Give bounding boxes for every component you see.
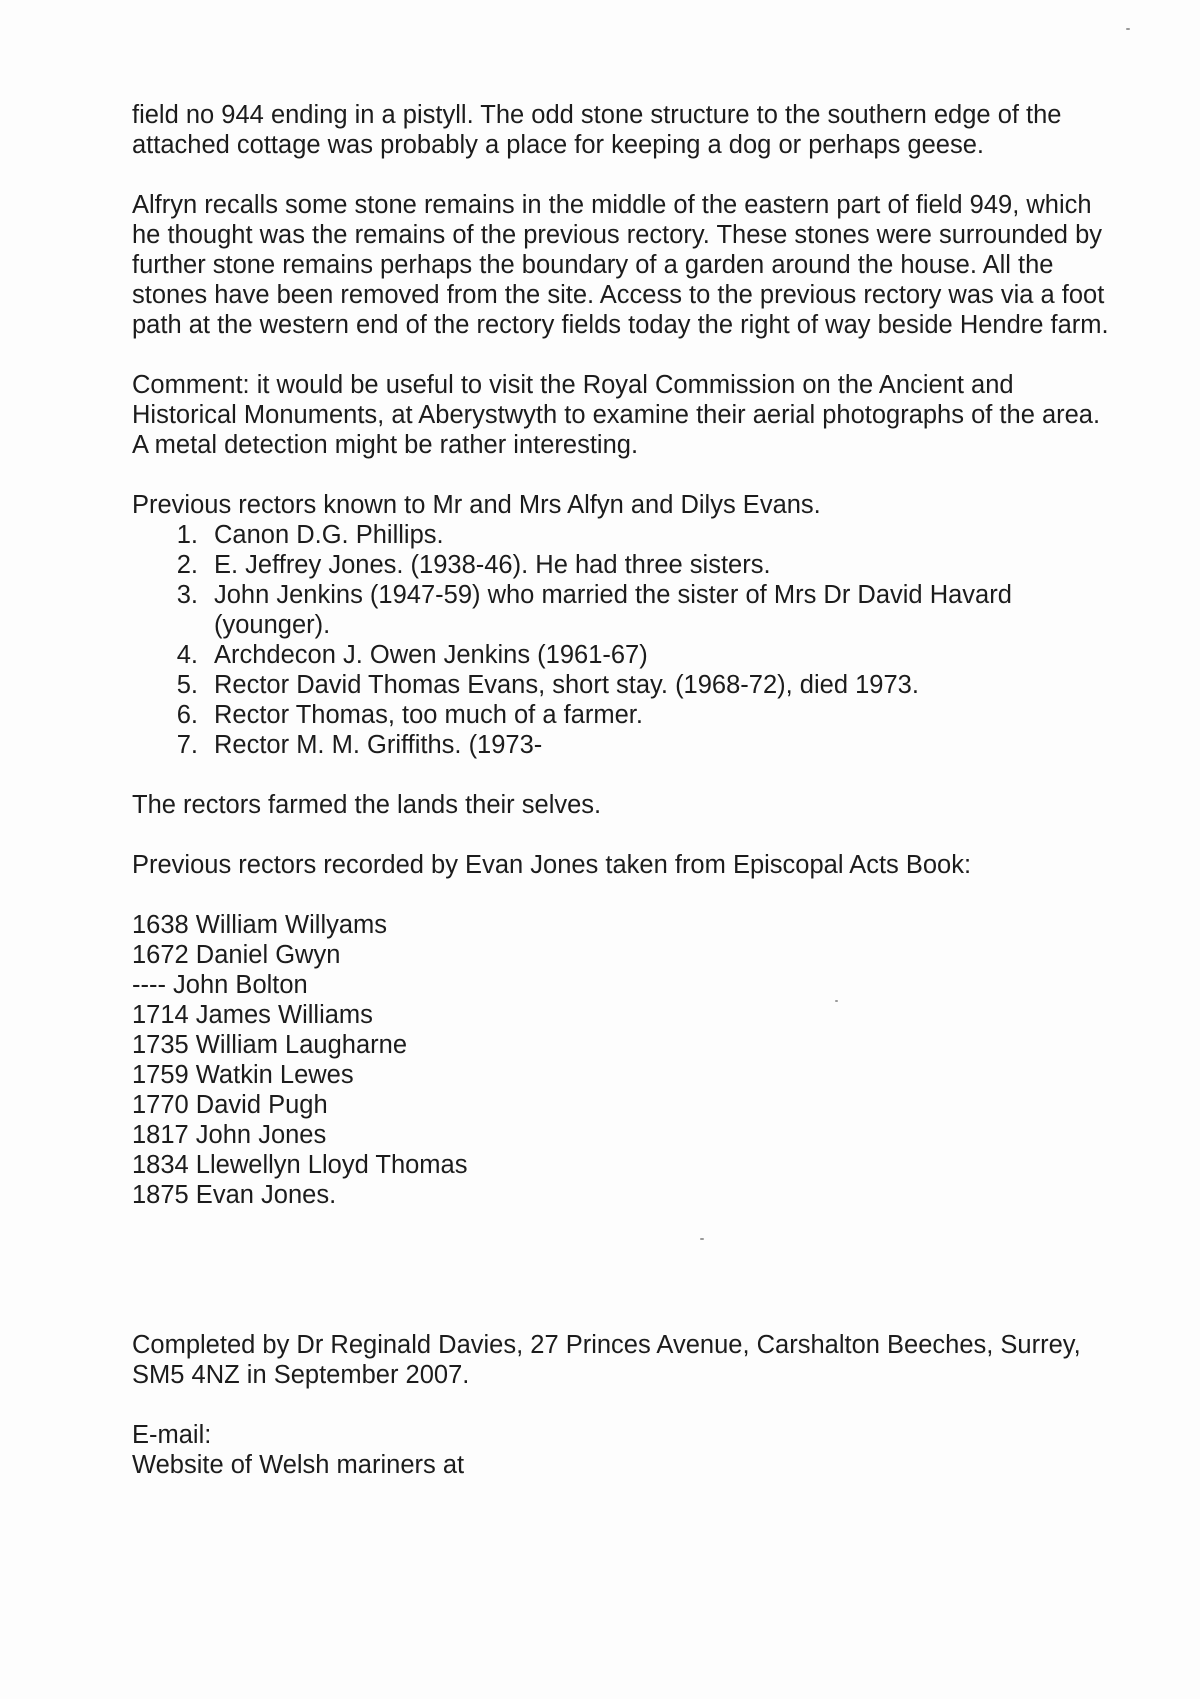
- list-item: [132, 580, 1122, 640]
- list-item: 1735 William Laugharne: [132, 1031, 407, 1059]
- farmed-note: The rectors farmed the lands their selves.: [132, 791, 602, 819]
- list-item: 1672 Daniel Gwyn: [132, 941, 341, 969]
- list-item-text: Rector Thomas, too much of a farmer.: [214, 701, 643, 729]
- recorded-rectors-list: [132, 910, 1122, 1210]
- list-item: [132, 700, 1122, 730]
- list-item-number: 3.: [176, 581, 198, 609]
- list-item-number: 2.: [176, 551, 198, 579]
- list-item-text: Rector M. M. Griffiths. (1973-: [214, 731, 543, 759]
- scan-speck: [1126, 28, 1130, 30]
- list-item-number: 4.: [176, 641, 198, 669]
- website-label: Website of Welsh mariners at: [132, 1451, 465, 1479]
- known-rectors-heading: Previous rectors known to Mr and Mrs Alfyn and Dilys Evans.: [132, 491, 821, 519]
- list-item: [132, 550, 1122, 580]
- spacer: [132, 1390, 1122, 1420]
- list-item: 1834 Llewellyn Lloyd Thomas: [132, 1151, 468, 1179]
- completed-by: Completed by Dr Reginald Davies, 27 Princes Avenue, Carshalton Beeches, Surrey, SM5 4NZ in September 2007.: [132, 1331, 1081, 1389]
- list-item: ---- John Bolton: [132, 971, 308, 999]
- list-item-number: 5.: [176, 671, 198, 699]
- list-item: 1638 William Willyams: [132, 911, 388, 939]
- spacer: [132, 760, 1122, 790]
- spacer: [132, 160, 1122, 190]
- list-item-text: Canon D.G. Phillips.: [214, 521, 444, 549]
- email-label: E-mail:: [132, 1421, 212, 1449]
- list-item-number: 1.: [176, 521, 198, 549]
- paragraph-field-944: field no 944 ending in a pistyll. The odd stone structure to the southern edge of the attached cottage was probably a place for keeping a dog or perhaps geese.: [132, 101, 1062, 159]
- paragraph-comment: Comment: it would be useful to visit the Royal Commission on the Ancient and Historical Monuments, at Aberystwyth to examine their aerial photographs of the area.: [132, 371, 1101, 429]
- recorded-rectors-heading: Previous rectors recorded by Evan Jones taken from Episcopal Acts Book:: [132, 851, 972, 879]
- spacer: [132, 1300, 1122, 1330]
- spacer: [132, 1210, 1122, 1240]
- list-item: [132, 520, 1122, 550]
- list-item-number: 7.: [176, 731, 198, 759]
- list-item: [132, 670, 1122, 700]
- list-item-text: Rector David Thomas Evans, short stay. (1968-72), died 1973.: [214, 671, 919, 699]
- list-item: [132, 730, 1122, 760]
- list-item-text: Archdecon J. Owen Jenkins (1961-67): [214, 641, 648, 669]
- spacer: [132, 340, 1122, 370]
- list-item: 1817 John Jones: [132, 1121, 327, 1149]
- spacer: [132, 1240, 1122, 1270]
- list-item: 1875 Evan Jones.: [132, 1181, 337, 1209]
- spacer: [132, 460, 1122, 490]
- list-item: [132, 640, 1122, 670]
- known-rectors-list: [132, 520, 1122, 760]
- paragraph-metal-detection: A metal detection might be rather interesting.: [132, 431, 639, 459]
- document-body: [132, 100, 1122, 1480]
- list-item: 1770 David Pugh: [132, 1091, 328, 1119]
- list-item-number: 6.: [176, 701, 198, 729]
- list-item: 1714 James Williams: [132, 1001, 373, 1029]
- list-item: 1759 Watkin Lewes: [132, 1061, 354, 1089]
- spacer: [132, 880, 1122, 910]
- list-item-text: E. Jeffrey Jones. (1938-46). He had three sisters.: [214, 551, 771, 579]
- paragraph-stone-remains: Alfryn recalls some stone remains in the middle of the eastern part of field 949, which he thought was the remains of the previous rectory. These stones were surrounded by further stone remains perhaps the boundary of a garden around the house. All the stones have been removed from the site. Access to the previous rectory was via a foot path at the western end of the rectory fields today the right of way beside Hendre farm.: [132, 191, 1109, 339]
- spacer: [132, 1270, 1122, 1300]
- list-item-text: John Jenkins (1947-59) who married the sister of Mrs Dr David Havard (younger).: [214, 581, 1012, 639]
- spacer: [132, 820, 1122, 850]
